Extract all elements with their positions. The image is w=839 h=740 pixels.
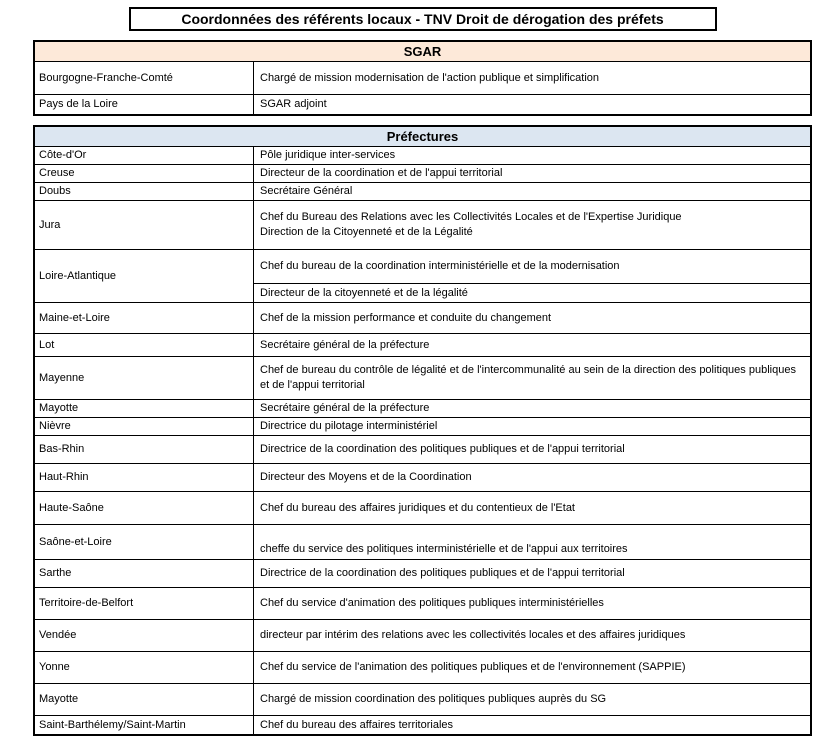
role-text: Chargé de mission modernisation de l'action publique et simplification [260, 71, 600, 84]
role-text: Directeur des Moyens et de la Coordination [260, 471, 472, 484]
role-cell-group [254, 95, 810, 114]
role-cell [254, 492, 810, 524]
role-text: Chef du service d'animation des politiques publiques interministérielles [260, 597, 604, 610]
role-cell-group [254, 303, 810, 333]
table-row [35, 165, 810, 183]
role-cell [254, 283, 810, 302]
role-cell [254, 716, 810, 734]
region-cell: Mayenne [35, 357, 254, 399]
region-cell: Creuse [35, 165, 254, 182]
role-cell-group [254, 492, 810, 524]
region-cell: Doubs [35, 183, 254, 200]
role-cell [254, 400, 810, 417]
region-cell: Haute-Saône [35, 492, 254, 524]
table-row [35, 492, 810, 525]
role-text: Chef du service de l'animation des politiques publiques et de l'environnement (SAPPIE) [260, 661, 686, 674]
role-cell [254, 418, 810, 435]
role-text: Directeur de la coordination et de l'appui territorial [260, 167, 503, 180]
page-title: Coordonnées des référents locaux - TNV Droit de dérogation des préfets [129, 7, 717, 31]
table-row [35, 334, 810, 357]
role-cell [254, 183, 810, 200]
section-header-prefectures: Préfectures [35, 127, 810, 147]
role-cell [254, 147, 810, 164]
role-cell [254, 201, 810, 249]
role-cell [254, 436, 810, 463]
role-text: Chef de la mission performance et conduite du changement [260, 311, 552, 324]
role-cell [254, 464, 810, 491]
region-cell: Bourgogne-Franche-Comté [35, 62, 254, 94]
role-text: Directeur de la citoyenneté et de la légalité [260, 286, 468, 299]
role-cell-group [254, 436, 810, 463]
table-row [35, 436, 810, 464]
region-cell: Mayotte [35, 400, 254, 417]
role-cell-group [254, 560, 810, 587]
table-row [35, 400, 810, 418]
region-cell: Saône-et-Loire [35, 525, 254, 559]
role-text: Chef du Bureau des Relations avec les Collectivités Locales et de l'Expertise Juridique [260, 211, 682, 224]
role-cell-group [254, 464, 810, 491]
role-cell [254, 95, 810, 114]
section-sgar [33, 40, 812, 116]
role-cell [254, 620, 810, 651]
region-cell: Côte-d'Or [35, 147, 254, 164]
role-cell [254, 652, 810, 683]
region-cell: Jura [35, 201, 254, 249]
role-cell [254, 62, 810, 94]
role-cell-group [254, 334, 810, 356]
role-text: Secrétaire Général [260, 185, 353, 198]
table-row [35, 147, 810, 165]
role-cell [254, 560, 810, 587]
role-cell [254, 684, 810, 715]
role-cell-group [254, 147, 810, 164]
role-cell [254, 525, 810, 559]
role-cell [254, 303, 810, 333]
table-row [35, 62, 810, 95]
section-prefectures [33, 125, 812, 736]
role-cell [254, 357, 810, 399]
role-cell [254, 588, 810, 619]
role-cell-group [254, 684, 810, 715]
region-cell: Saint-Barthélemy/Saint-Martin [35, 716, 254, 734]
table-row [35, 525, 810, 560]
role-cell-group [254, 418, 810, 435]
table-row [35, 250, 810, 303]
table-row [35, 418, 810, 436]
role-cell [254, 165, 810, 182]
role-text: directeur par intérim des relations avec les collectivités locales et des affaires juridiques [260, 629, 686, 642]
role-text: Chef du bureau des affaires juridiques et du contentieux de l'Etat [260, 501, 575, 514]
region-cell: Sarthe [35, 560, 254, 587]
role-text: cheffe du service des politiques interministérielle et de l'appui aux territoires [260, 543, 628, 556]
region-cell: Yonne [35, 652, 254, 683]
role-cell-group [254, 250, 810, 302]
table-row [35, 183, 810, 201]
role-text: Pôle juridique inter-services [260, 149, 396, 162]
region-cell: Bas-Rhin [35, 436, 254, 463]
table-row [35, 95, 810, 114]
region-cell: Pays de la Loire [35, 95, 254, 114]
table-row [35, 303, 810, 334]
role-cell-group [254, 357, 810, 399]
role-text: Chef du bureau des affaires territoriales [260, 718, 454, 731]
role-cell-group [254, 588, 810, 619]
table-row [35, 588, 810, 620]
table-row [35, 357, 810, 400]
table-row [35, 652, 810, 684]
region-cell: Vendée [35, 620, 254, 651]
role-cell-group [254, 652, 810, 683]
role-cell-group [254, 62, 810, 94]
role-cell-group [254, 400, 810, 417]
table-row [35, 464, 810, 492]
section-header-sgar: SGAR [35, 42, 810, 62]
region-cell: Territoire-de-Belfort [35, 588, 254, 619]
role-cell [254, 334, 810, 356]
role-cell-group [254, 716, 810, 734]
role-cell-group [254, 201, 810, 249]
role-text: Chef du bureau de la coordination interministérielle et de la modernisation [260, 260, 620, 273]
region-cell: Maine-et-Loire [35, 303, 254, 333]
role-text: Chargé de mission coordination des politiques publiques auprès du SG [260, 693, 607, 706]
role-text: Secrétaire général de la préfecture [260, 338, 430, 351]
table-row [35, 684, 810, 716]
role-text: Chef de bureau du contrôle de légalité et de l'intercommunalité au sein de la direction des politiques publiques et de l'appui territorial [260, 364, 796, 391]
table-row [35, 560, 810, 588]
role-text: Directrice du pilotage interministériel [260, 420, 438, 433]
role-cell [254, 250, 810, 283]
region-cell: Mayotte [35, 684, 254, 715]
role-text: Directrice de la coordination des politiques publiques et de l'appui territorial [260, 443, 625, 456]
role-text: Directrice de la coordination des politiques publiques et de l'appui territorial [260, 567, 625, 580]
table-row [35, 620, 810, 652]
role-text: SGAR adjoint [260, 98, 327, 111]
region-cell: Nièvre [35, 418, 254, 435]
region-cell: Lot [35, 334, 254, 356]
role-cell-group [254, 183, 810, 200]
role-text: Direction de la Citoyenneté et de la Légalité [260, 226, 473, 238]
role-cell-group [254, 165, 810, 182]
role-cell-group [254, 620, 810, 651]
sections [33, 40, 812, 736]
role-cell-group [254, 525, 810, 559]
table-row [35, 201, 810, 250]
table-row [35, 716, 810, 734]
role-text: Secrétaire général de la préfecture [260, 402, 430, 415]
region-cell: Loire-Atlantique [35, 250, 254, 302]
region-cell: Haut-Rhin [35, 464, 254, 491]
